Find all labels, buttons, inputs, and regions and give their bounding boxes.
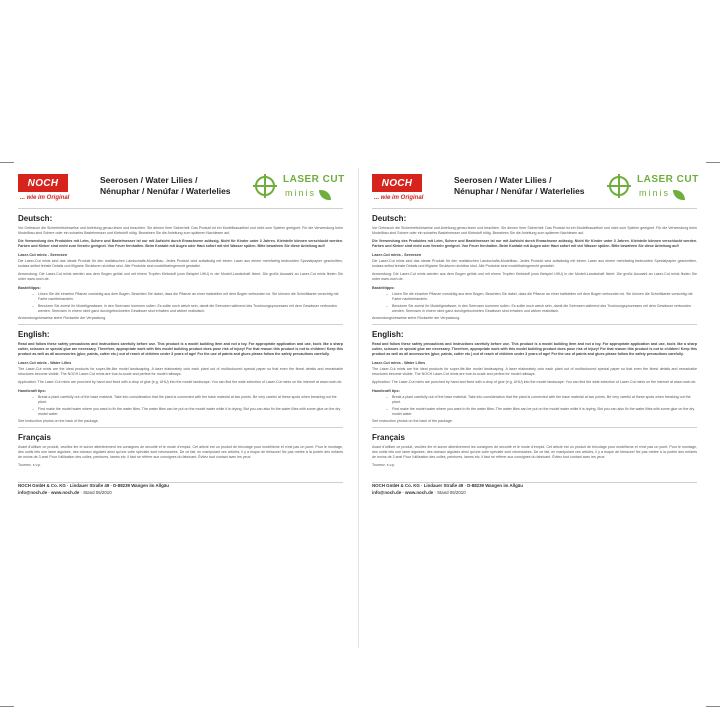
subheading: Laser-Cut minis - Water Lilies	[18, 361, 72, 365]
tagline: ... wie im Original	[374, 195, 424, 201]
paragraph: Die Laser-Cut minis sind das ideale Produkt für den realistischen Landschafts-Modellbau. Jedes Produkt wird aufwändig mit einem Laser aus einem mehrfarbig bedruckten Spezialpapier geschnitten, sodass selbst feinste Details und filigrane Strukturen sichtbar sind. Alle Produkte sind modellbahngerecht gestaltet.	[18, 259, 343, 268]
paragraph: Application: The Laser-Cut minis are punched by hand and fixed with a drop of glue (e.g. UHU) into the model landscape. You can find the wide selection of Laser-Cut minis on the internet at www.noch.de.	[18, 380, 343, 384]
fold-mark-right	[706, 162, 720, 163]
paragraph: Tournez, s.v.p.	[18, 463, 42, 467]
section-heading-deutsch: Deutsch:	[372, 214, 407, 223]
subheading: Handicraft tips:	[372, 389, 400, 393]
page-divider	[358, 168, 359, 648]
company-address: NOCH GmbH & Co. KG · Lindauer Straße 49 · D-88239 Wangen im Allgäu	[372, 483, 523, 488]
subheading: Laser-Cut minis - Seerosen	[18, 253, 68, 257]
leaf-icon	[319, 190, 331, 200]
section-rule	[372, 324, 697, 325]
list-item: – Break a plant carefully out of the base material. Take into consideration that the plant is connected with the base material at two points. Be very careful at these spots when breaking out the plant.	[32, 395, 337, 404]
company-address: NOCH GmbH & Co. KG · Lindauer Straße 49 · D-88239 Wangen im Allgäu	[18, 483, 169, 488]
crosshair-icon	[609, 176, 629, 196]
paragraph: Avant d'utiliser ce produit, veuillez lire et suivre attentivement les consignes de sécurité et le mode d'emploi. Cet article est un produit de bricolage pour modélisme et n'est pas un jouet. Pour le montage, des outils tels une lame aiguisée, des ciseaux aiguisés ainsi qu'une colle spéciale sont nécessaires. De ce fait, en manipulant ces articles, il y a risque de blessure! Ne pas mettre à la portée des enfants de moins de 3 ans! Pour l'utilisation des colles, peintures, lames etc. il faut se référer aux consignes du fabricant. Évitez tout contact avec les yeux.	[18, 445, 343, 459]
title-line-2: Nénuphar / Nenúfar / Waterlelies	[100, 186, 231, 196]
paragraph: Vor Gebrauch die Sicherheitshinweise und Anleitung genau lesen und beachten. Sie dienen Ihrer Sicherheit. Das Produkt ist ein Modellbauartikel und nicht zum Spielen geeignet. Für die Verwendung beim Modellbau sind Schere oder ein scharfes Bastelmesser und Klebstoff nötig. Bewahren Sie die Anleitung zum späteren Nachlesen auf.	[18, 226, 343, 235]
title-line-2: Nénuphar / Nenúfar / Waterlelies	[454, 186, 585, 196]
list-item: – Break a plant carefully out of the base material. Take into consideration that the plant is connected with the base material at two points. Be very careful at these spots when breaking out the plant.	[386, 395, 691, 404]
subheading: Handicraft tips:	[18, 389, 46, 393]
paragraph: Die Verwendung des Produktes mit Leim, Schere und Bastelmesser ist nur mit Aufsicht durch Erwachsene zulässig. Nicht für Kinder unter 3 Jahren. Kleinteile können verschluckt werden. Farben und Kleber sind nicht zum Verzehr geeignet. Von Feuer fernhalten. Beim Kontakt mit Augen oder Haut sofort mit viel Wasser spülen. Bitte bewahren Sie diese Anleitung auf!	[18, 239, 343, 248]
title-line-1: Seerosen / Water Lilies /	[100, 175, 198, 185]
section-heading-francais: Français	[18, 433, 51, 442]
leaf-icon	[673, 190, 685, 200]
fold-mark-bottom-right	[706, 706, 720, 707]
tagline: ... wie im Original	[20, 195, 70, 201]
product-title	[100, 175, 231, 197]
paragraph: Die Verwendung des Produktes mit Leim, Schere und Bastelmesser ist nur mit Aufsicht durch Erwachsene zulässig. Nicht für Kinder unter 3 Jahren. Kleinteile können verschluckt werden. Farben und Kleber sind nicht zum Verzehr geeignet. Von Feuer fernhalten. Beim Kontakt mit Augen oder Haut sofort mit viel Wasser spülen. Bitte bewahren Sie diese Anleitung auf!	[372, 239, 697, 248]
list-item: – Lösen Sie die einzelne Pflanze vorsichtig aus dem Bogen. Beachten Sie dabei, dass die Pflanze an einer haltstellen mit dem Bogen verbunden ist. Sie können die Schnittkante vorsichtig mit Farbe nachbehandeln.	[32, 292, 339, 301]
section-rule	[18, 427, 343, 428]
sheet-header	[372, 168, 697, 208]
instruction-sheet-left	[8, 168, 353, 648]
fold-mark-bottom-left	[0, 706, 14, 707]
list-item: – First make the model water where you want to fix the water lilies. The water lilies can be put on the model water while it is drying. But you can also fix the water lilies with some glue on the dry model water.	[386, 407, 695, 416]
paragraph: Anwendung: Die Laser-Cut minis werden aus dem Bogen gelöst und mit einem Tropfen Klebstoff (zum Beispiel UHU) in der Modell-Landschaft fixiert. Die große Auswahl an Laser-Cut minis finden Sie unter www.noch.de.	[372, 272, 697, 281]
section-rule	[18, 324, 343, 325]
subheading: Laser-Cut minis - Seerosen	[372, 253, 422, 257]
crosshair-icon	[255, 176, 275, 196]
badge-text: LASER CUT	[283, 174, 345, 185]
header-rule	[372, 208, 697, 209]
title-line-1: Seerosen / Water Lilies /	[454, 175, 552, 185]
paragraph: The Laser-Cut minis are the ideal products for super-life-like model landscaping. A laser elaborately cuts each plant out of multicoloured special paper so that even the finest details and remarkable structures become visible. The NOCH Laser-Cut minis are true-to-scale and perfect for model railways.	[372, 367, 697, 376]
section-heading-deutsch: Deutsch:	[18, 214, 53, 223]
paragraph: Read and follow these safety precautions and instructions carefully before use. This product is a model building item and not a toy. For appropriate application and use, tools like a sharp cutter, scissors or special glue are necessary. Therefore, appropriate work with this model building product does pose risk of injury! For that reason this product is not to children! Keep this product as well as all accessories (glue, paints, cutter etc.) out of reach of children under 3 years of age! For the use of paints and glues please follow the safety precautions carefully.	[372, 342, 697, 356]
badge-text: LASER CUT	[637, 174, 699, 185]
list-item: – Benutzen Sie zuerst Ihr Modellgewässer, in den Seerosen kommen sollen. Es sollte noch weich sein, damit die Seerosen während des Trocknungsprozesses mit dem Gewässer verbunden werden. Seerosen in einem nicht ganz durchgetrockneten Gewässer sind erhaben und wirken realistisch.	[386, 304, 692, 313]
paragraph: See instruction photos on the back of the package.	[372, 419, 453, 423]
laser-cut-badge	[255, 170, 343, 206]
paragraph: Read and follow these safety precautions and instructions carefully before use. This product is a model building item and not a toy. For appropriate application and use, tools like a sharp cutter, scissors or special glue are necessary. Therefore, appropriate work with this model building product does pose risk of injury! For that reason this product is not to children! Keep this product as well as all accessories (glue, paints, cutter etc.) out of reach of children under 3 years of age! For the use of paints and glues please follow the safety precautions carefully.	[18, 342, 343, 356]
paragraph: Avant d'utiliser ce produit, veuillez lire et suivre attentivement les consignes de sécurité et le mode d'emploi. Cet article est un produit de bricolage pour modélisme et n'est pas un jouet. Pour le montage, des outils tels une lame aiguisée, des ciseaux aiguisés ainsi qu'une colle spéciale sont nécessaires. De ce fait, en manipulant ces articles, il y a risque de blessure! Ne pas mettre à la portée des enfants de moins de 3 ans! Pour l'utilisation des colles, peintures, lames etc. il faut se référer aux consignes du fabricant. Évitez tout contact avec les yeux.	[372, 445, 697, 459]
paragraph: Application: The Laser-Cut minis are punched by hand and fixed with a drop of glue (e.g. UHU) into the model landscape. You can find the wide selection of Laser-Cut minis on the internet at www.noch.de.	[372, 380, 697, 384]
paragraph: Anwendungshinweise siehe Rückseite der Verpackung.	[18, 316, 107, 320]
paragraph: The Laser-Cut minis are the ideal products for super-life-like model landscaping. A laser elaborately cuts each plant out of multicoloured special paper so that even the finest details and remarkable structures become visible. The NOCH Laser-Cut minis are true-to-scale and perfect for model railways.	[18, 367, 343, 376]
paragraph: Anwendung: Die Laser-Cut minis werden aus dem Bogen gelöst und mit einem Tropfen Klebstoff (zum Beispiel UHU) in der Modell-Landschaft fixiert. Die große Auswahl an Laser-Cut minis finden Sie unter www.noch.de.	[18, 272, 343, 281]
instruction-sheet-right	[362, 168, 707, 648]
header-rule	[18, 208, 343, 209]
subheading: Laser-Cut minis - Water Lilies	[372, 361, 426, 365]
section-heading-francais: Français	[372, 433, 405, 442]
laser-cut-badge	[609, 170, 697, 206]
subheading: Bastelitipps:	[372, 286, 395, 290]
noch-logo: NOCH	[372, 174, 422, 192]
section-heading-english: English:	[372, 330, 404, 339]
contact-line: info@noch.de · www.noch.de · Stand 06/2010	[18, 490, 112, 495]
sheet-header	[18, 168, 343, 208]
fold-mark-left	[0, 162, 14, 163]
list-item: – Benutzen Sie zuerst Ihr Modellgewässer, in den Seerosen kommen sollen. Es sollte noch weich sein, damit die Seerosen während des Trocknungsprozesses mit dem Gewässer verbunden werden. Seerosen in einem nicht ganz durchgetrockneten Gewässer sind erhaben und wirken realistisch.	[32, 304, 338, 313]
sheet-footer	[18, 482, 343, 495]
paragraph: See instruction photos on the back of the package.	[18, 419, 99, 423]
badge-sub: minis	[285, 188, 317, 198]
subheading: Bastelitipps:	[18, 286, 41, 290]
paragraph: Tournez, s.v.p.	[372, 463, 396, 467]
contact-line: info@noch.de · www.noch.de · Stand 06/2010	[372, 490, 466, 495]
section-heading-english: English:	[18, 330, 50, 339]
paragraph: Anwendungshinweise siehe Rückseite der Verpackung.	[372, 316, 461, 320]
sheet-footer	[372, 482, 697, 495]
list-item: – Lösen Sie die einzelne Pflanze vorsichtig aus dem Bogen. Beachten Sie dabei, dass die Pflanze an einer haltstellen mit dem Bogen verbunden ist. Sie können die Schnittkante vorsichtig mit Farbe nachbehandeln.	[386, 292, 693, 301]
list-item: – First make the model water where you want to fix the water lilies. The water lilies can be put on the model water while it is drying. But you can also fix the water lilies with some glue on the dry model water.	[32, 407, 341, 416]
badge-sub: minis	[639, 188, 671, 198]
paragraph: Vor Gebrauch die Sicherheitshinweise und Anleitung genau lesen und beachten. Sie dienen Ihrer Sicherheit. Das Produkt ist ein Modellbauartikel und nicht zum Spielen geeignet. Für die Verwendung beim Modellbau sind Schere oder ein scharfes Bastelmesser und Klebstoff nötig. Bewahren Sie die Anleitung zum späteren Nachlesen auf.	[372, 226, 697, 235]
paragraph: Die Laser-Cut minis sind das ideale Produkt für den realistischen Landschafts-Modellbau. Jedes Produkt wird aufwändig mit einem Laser aus einem mehrfarbig bedruckten Spezialpapier geschnitten, sodass selbst feinste Details und filigrane Strukturen sichtbar sind. Alle Produkte sind modellbahngerecht gestaltet.	[372, 259, 697, 268]
section-rule	[372, 427, 697, 428]
product-title	[454, 175, 585, 197]
noch-logo: NOCH	[18, 174, 68, 192]
